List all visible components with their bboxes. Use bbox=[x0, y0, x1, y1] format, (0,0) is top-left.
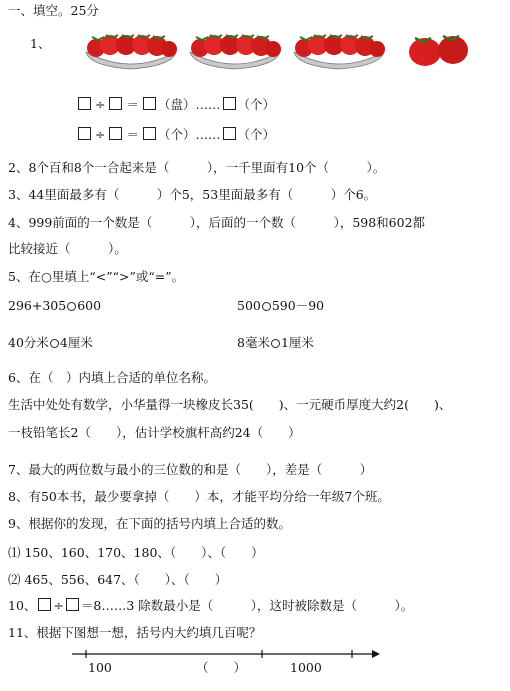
question-4-line-1: 4、999前面的一个数是（ ），后面的一个数（ ），598和602都 bbox=[8, 215, 426, 230]
compare-b: 500 590－90 bbox=[237, 298, 325, 313]
question-10: 10、 ÷ ＝8……3 除数最小是（ ），这时被除数是（ ）。 bbox=[8, 598, 414, 613]
answer-box[interactable] bbox=[109, 97, 122, 110]
number-line-label-100: 100 bbox=[88, 660, 112, 675]
question-2: 2、8个百和8个一合起来是（ ），一千里面有10个（ ）。 bbox=[8, 160, 386, 175]
strawberry-plate-2 bbox=[186, 28, 284, 70]
answer-box[interactable] bbox=[78, 127, 91, 140]
answer-box[interactable] bbox=[78, 97, 91, 110]
answer-box[interactable] bbox=[223, 97, 236, 110]
question-9-title: 9、根据你的发现，在下面的括号内填上合适的数。 bbox=[8, 516, 291, 531]
question-8: 8、有50本书，最少要拿掉（ ）本，才能平均分给一年级7个班。 bbox=[8, 489, 390, 504]
section-title: 一、填空。25分 bbox=[8, 3, 99, 18]
compare-a: 296+305 600 bbox=[8, 298, 102, 313]
answer-box[interactable] bbox=[143, 97, 156, 110]
compare-circle[interactable] bbox=[262, 302, 271, 311]
compare-c: 40分米 4厘米 bbox=[8, 335, 93, 350]
question-6-line-1: 生活中处处有数学，小华量得一块橡皮长35( )、一元硬币厚度大约2( )、 bbox=[8, 397, 452, 412]
answer-box[interactable] bbox=[223, 127, 236, 140]
question-11-title: 11、根据下图想一想，括号内大约填几百呢？ bbox=[8, 625, 262, 640]
compare-d: 8毫米 1厘米 bbox=[237, 335, 314, 350]
answer-box[interactable] bbox=[143, 127, 156, 140]
compare-circle[interactable] bbox=[271, 339, 280, 348]
answer-box[interactable] bbox=[66, 598, 79, 611]
number-line-label-1000: 1000 bbox=[290, 660, 322, 675]
question-5-title: 5、在○里填上“<”“>”或“=”。 bbox=[8, 269, 185, 284]
strawberry-plate-1 bbox=[82, 28, 180, 70]
question-4-line-2: 比较接近（ ）。 bbox=[8, 241, 127, 256]
answer-box[interactable] bbox=[38, 598, 51, 611]
q1-equation-1: ÷ ＝ （盘）…… （个） bbox=[76, 97, 275, 113]
question-9-sequence-2: ⑵ 465、556、647、（ ）、（ ） bbox=[8, 572, 228, 587]
strawberry-plate-3 bbox=[290, 28, 388, 70]
question-3: 3、44里面最多有（ ）个5，53里面最多有（ ）个6。 bbox=[8, 187, 377, 202]
q1-equation-2: ÷ ＝ （个）…… （个） bbox=[76, 127, 275, 143]
question-9-sequence-1: ⑴ 150、160、170、180、（ ）、（ ） bbox=[8, 545, 264, 560]
q1-number: 1、 bbox=[30, 36, 51, 51]
number-line bbox=[0, 648, 510, 691]
loose-strawberries bbox=[405, 28, 473, 68]
compare-circle[interactable] bbox=[67, 302, 76, 311]
compare-circle[interactable] bbox=[50, 339, 59, 348]
number-line-blank: （ ） bbox=[196, 660, 247, 675]
question-6-line-2: 一枝铅笔长2（ ），估计学校旗杆高约24（ ） bbox=[8, 425, 301, 440]
answer-box[interactable] bbox=[109, 127, 122, 140]
question-6-title: 6、在（ ）内填上合适的单位名称。 bbox=[8, 370, 216, 385]
question-7: 7、最大的两位数与最小的三位数的和是（ ），差是（ ） bbox=[8, 462, 373, 477]
